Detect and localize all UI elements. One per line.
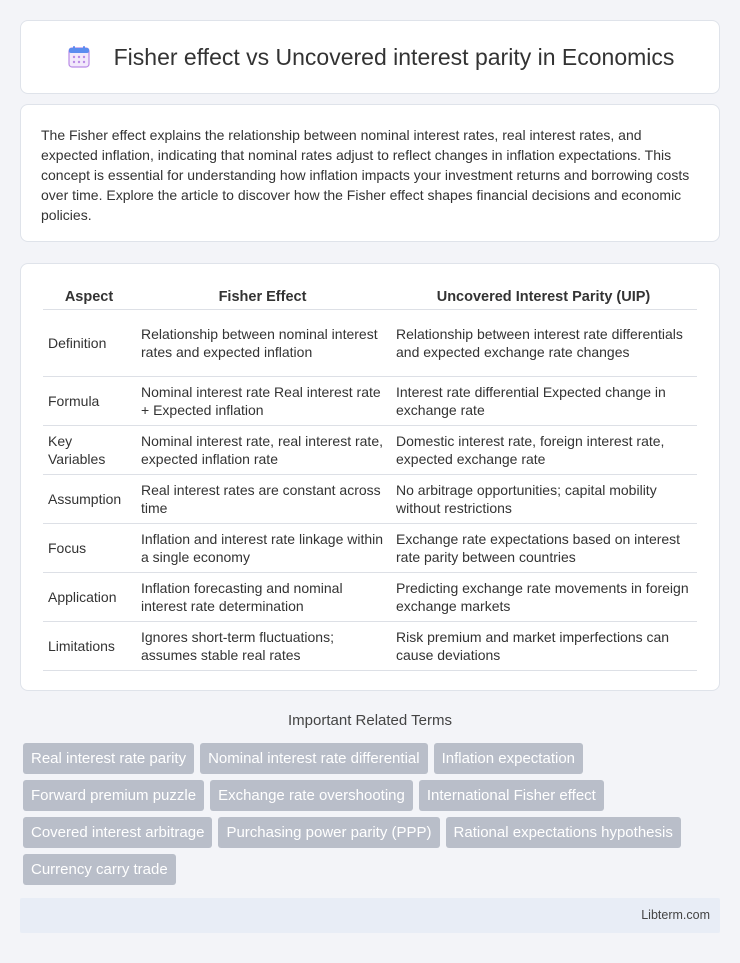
row-aspect: Application xyxy=(43,573,135,622)
intro-card xyxy=(20,104,720,242)
row-uip: Predicting exchange rate movements in foreign exchange markets xyxy=(390,573,697,622)
related-term-tag[interactable]: Real interest rate parity xyxy=(23,743,194,774)
row-fisher: Nominal interest rate, real interest rate, expected inflation rate xyxy=(135,426,390,475)
comparison-table-card xyxy=(20,263,720,691)
row-aspect: Limitations xyxy=(43,622,135,671)
title-card xyxy=(20,20,720,94)
table-row xyxy=(43,310,697,377)
row-fisher: Inflation forecasting and nominal interest rate determination xyxy=(135,573,390,622)
related-term-tag[interactable]: Nominal interest rate differential xyxy=(200,743,428,774)
header-fisher-effect: Fisher Effect xyxy=(135,280,390,310)
row-uip: Risk premium and market imperfections can cause deviations xyxy=(390,622,697,671)
table-row xyxy=(43,622,697,671)
related-term-tag[interactable]: Covered interest arbitrage xyxy=(23,817,212,848)
intro-paragraph: The Fisher effect explains the relationship between nominal interest rates, real interest rates, and expected inflation, indicating that nominal rates adjust to reflect changes in inflation expectations. This concept is essential for understanding how inflation impacts your investment returns and borrowing costs over time. Explore the article to discover how the Fisher effect shapes financial decisions and economic policies. xyxy=(41,127,690,223)
related-terms-list xyxy=(23,743,703,891)
related-term-tag[interactable]: Currency carry trade xyxy=(23,854,176,885)
calendar-icon xyxy=(66,44,92,70)
table-row xyxy=(43,475,697,524)
row-aspect: Key Variables xyxy=(43,426,135,475)
row-aspect: Focus xyxy=(43,524,135,573)
row-fisher: Inflation and interest rate linkage within a single economy xyxy=(135,524,390,573)
header-aspect: Aspect xyxy=(43,280,135,310)
footer xyxy=(20,898,720,933)
table-row xyxy=(43,573,697,622)
table-header-row xyxy=(43,280,697,310)
header-uip: Uncovered Interest Parity (UIP) xyxy=(390,280,697,310)
related-term-tag[interactable]: Exchange rate overshooting xyxy=(210,780,413,811)
comparison-table xyxy=(43,280,697,671)
related-terms-heading: Important Related Terms xyxy=(288,712,452,729)
row-fisher: Real interest rates are constant across time xyxy=(135,475,390,524)
related-term-tag[interactable]: Forward premium puzzle xyxy=(23,780,204,811)
row-fisher: Relationship between nominal interest rates and expected inflation xyxy=(135,310,390,377)
row-aspect: Formula xyxy=(43,377,135,426)
related-term-tag[interactable]: Purchasing power parity (PPP) xyxy=(218,817,439,848)
row-fisher: Ignores short-term fluctuations; assumes stable real rates xyxy=(135,622,390,671)
row-aspect: Definition xyxy=(43,310,135,377)
row-uip: No arbitrage opportunities; capital mobility without restrictions xyxy=(390,475,697,524)
table-row xyxy=(43,426,697,475)
footer-brand-link[interactable]: Libterm.com xyxy=(641,908,710,922)
row-uip: Domestic interest rate, foreign interest rate, expected exchange rate xyxy=(390,426,697,475)
row-aspect: Assumption xyxy=(43,475,135,524)
related-term-tag[interactable]: Rational expectations hypothesis xyxy=(446,817,681,848)
related-term-tag[interactable]: Inflation expectation xyxy=(434,743,583,774)
table-row xyxy=(43,377,697,426)
row-uip: Interest rate differential Expected change in exchange rate xyxy=(390,377,697,426)
table-row xyxy=(43,524,697,573)
related-term-tag[interactable]: International Fisher effect xyxy=(419,780,604,811)
row-uip: Exchange rate expectations based on interest rate parity between countries xyxy=(390,524,697,573)
page-title: Fisher effect vs Uncovered interest parity in Economics xyxy=(113,43,675,70)
row-uip: Relationship between interest rate differentials and expected exchange rate changes xyxy=(390,310,697,377)
row-fisher: Nominal interest rate Real interest rate + Expected inflation xyxy=(135,377,390,426)
